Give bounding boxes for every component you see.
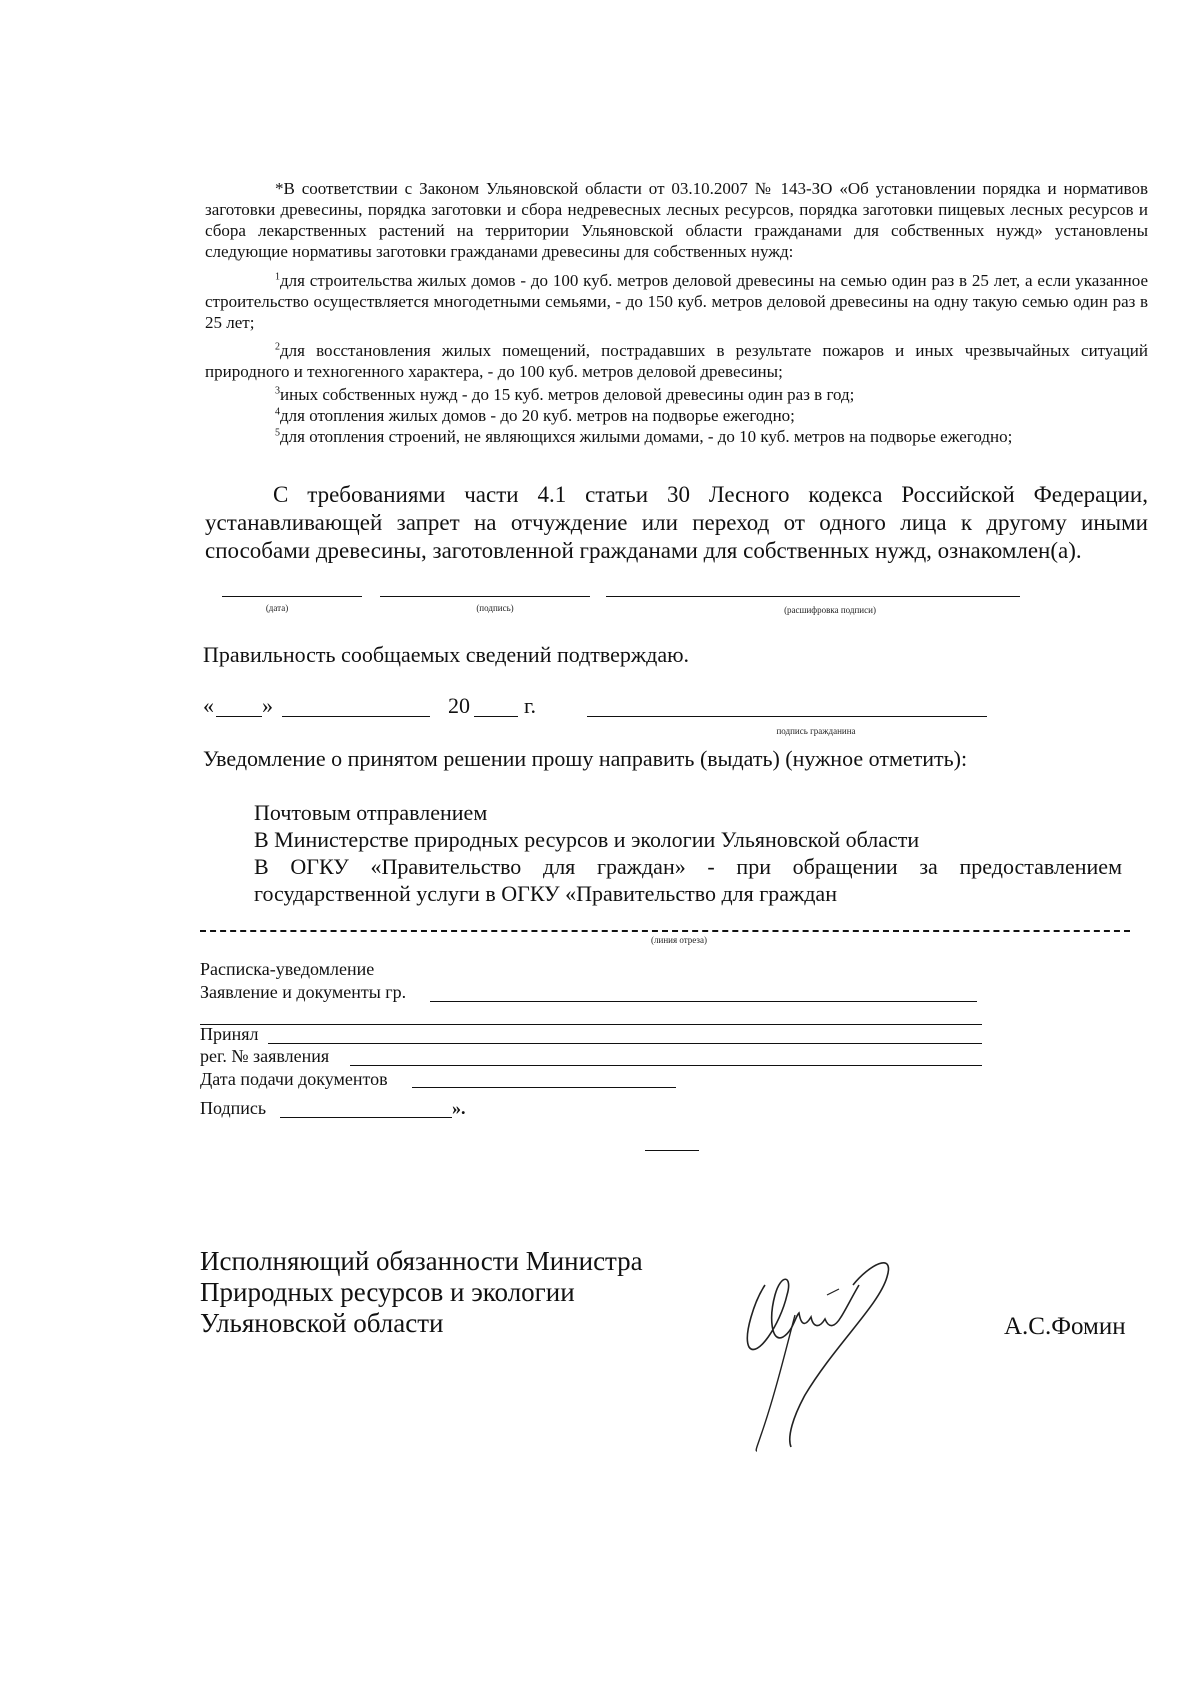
day-field[interactable] (216, 716, 262, 717)
citizen-signature-line[interactable] (587, 716, 987, 717)
date-caption: (дата) (265, 603, 289, 613)
citizen-signature-caption: подпись гражданина (776, 726, 856, 736)
month-field[interactable] (282, 716, 430, 717)
date-signature-line[interactable] (222, 596, 362, 597)
signature-decoding-line[interactable] (606, 596, 1020, 597)
option-mail[interactable]: Почтовым отправлением (254, 800, 488, 825)
confirm-text: Правильность сообщаемых сведений подтверждаю. (203, 642, 690, 667)
cut-line (200, 930, 1130, 932)
submission-date-label: Дата подачи документов (200, 1069, 388, 1089)
signature-caption: (подпись) (476, 603, 514, 613)
receipt-signature-end: ». (452, 1098, 466, 1118)
accepted-field[interactable] (268, 1043, 982, 1044)
year-field[interactable] (474, 716, 518, 717)
signatory-name: А.С.Фомин (1004, 1313, 1126, 1340)
footnote-item-3: $^3$иных собственных нужд - до 15 куб. метров деловой древесины один раз в год; (275, 385, 855, 404)
applicant-name-field[interactable] (430, 1001, 977, 1002)
applicant-name-field-continued[interactable] (200, 1024, 982, 1025)
footnote-item-1: $^1$для строительства жилых домов - до 100 куб. метров деловой древесины на семью один раз в 25 лет, а если указанное строительство осуществляется многодетными семьями, - до 150 куб. метров деловой древесины на одну такую семью один раз в 25 лет; (205, 271, 1148, 332)
year-suffix: г. (524, 693, 537, 718)
receipt-title: Расписка-уведомление (200, 959, 375, 979)
signatory-title (200, 1246, 643, 1339)
option-ogku[interactable]: В ОГКУ «Правительство для граждан» - при обращении за предоставлением государственной услуги в ОГКУ «Правительство для граждан (254, 854, 1122, 906)
separator-line (645, 1150, 699, 1151)
signatory-title-line-3: Ульяновской области (200, 1308, 444, 1338)
reg-number-label: рег. № заявления (200, 1046, 330, 1066)
notification-options (254, 799, 1122, 907)
notification-heading: Уведомление о принятом решении прошу направить (выдать) (нужное отметить): (203, 746, 968, 771)
reg-number-field[interactable] (350, 1065, 982, 1066)
footnote-item-4: $^4$для отопления жилых домов - до 20 куб. метров на подворье ежегодно; (275, 406, 795, 425)
date-open-quote: « (203, 693, 214, 718)
signatory-title-line-2: Природных ресурсов и экологии (200, 1277, 575, 1307)
receipt-signature-label: Подпись (200, 1098, 267, 1118)
signatory-title-line-1: Исполняющий обязанности Министра (200, 1246, 643, 1276)
option-ministry[interactable]: В Министерстве природных ресурсов и экологии Ульяновской области (254, 827, 920, 852)
signature-decoding-caption: (расшифровка подписи) (784, 605, 876, 615)
footnote-item-2: $^2$для восстановления жилых помещений, пострадавших в результате пожаров и иных чрезвычайных ситуаций природного и техногенного характера, - до 100 куб. метров деловой древесины; (205, 341, 1148, 381)
handwritten-signature (735, 1255, 930, 1455)
accepted-label: Принял (200, 1024, 259, 1044)
date-close-quote: » (262, 693, 273, 718)
signature-line[interactable] (380, 596, 590, 597)
receipt-signature-field[interactable] (280, 1117, 452, 1118)
submission-date-field[interactable] (412, 1087, 676, 1088)
cut-line-caption: (линия отреза) (651, 935, 707, 945)
year-prefix: 20 (448, 693, 470, 718)
acknowledgement-paragraph: С требованиями части 4.1 статьи 30 Лесного кодекса Российской Федерации, устанавливающей запрет на отчуждение или переход от одного лица к другому иными способами древесины, заготовленной гражданами для собственных нужд, ознакомлен(а). (205, 482, 1148, 563)
receipt-docs-label: Заявление и документы гр. (200, 982, 407, 1002)
footnote-intro: *В соответствии с Законом Ульяновской области от 03.10.2007 № 143-ЗО «Об установлении порядка и нормативов заготовки древесины, порядка заготовки и сбора недревесных лесных ресурсов, порядка заготовки пищевых лесных ресурсов и сбора лекарственных растений на территории Ульяновской области гражданами для собственных нужд» установлены следующие нормативы заготовки гражданами древесины для собственных нужд: (205, 179, 1148, 261)
footnote-block (205, 178, 1148, 447)
footnote-item-5: $^5$для отопления строений, не являющихся жилыми домами, - до 10 куб. метров на подворье ежегодно; (275, 427, 1013, 446)
